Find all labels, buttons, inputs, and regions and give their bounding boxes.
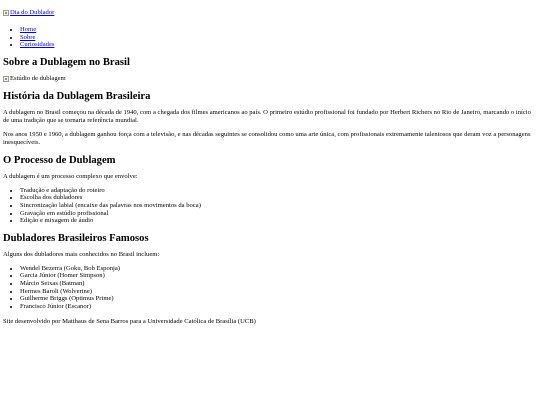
process-section [3,155,537,225]
list-item: • Escolha dos dubladores [20,194,537,202]
list-item: • Sincronização labial (encaixe das palavras nos movimentos da boca) [20,202,537,210]
list-item: • Guilherme Briggs (Optimus Prime) [20,295,537,303]
list-item: • Márcio Seixas (Batman) [20,280,537,288]
footer-text: Site desenvolvido por Matthaus de Sena Barros para a Universidade Católica de Brasília (UCB) [3,318,256,326]
main-content [3,57,537,311]
list-item: • Wendel Bezerra (Goku, Bob Esponja) [20,265,537,273]
logo-link[interactable] [3,9,54,17]
history-section [3,91,537,147]
list-item: • Tradução e adaptação do roteiro [20,187,537,195]
nav-item-curiosidades [20,41,537,49]
nav-link-home[interactable]: Home [20,26,37,33]
site-header [3,3,537,49]
nav-link-sobre[interactable]: Sobre [20,33,36,41]
broken-image-icon [3,10,9,16]
process-list [3,187,537,225]
nav-item-sobre [20,34,537,42]
history-heading: História da Dublagem Brasileira [3,90,151,102]
history-paragraph-2: Nos anos 1950 e 1960, a dublagem ganhou força com a televisão, e nas décadas seguintes se consolidou como uma arte única, com profissionais extremamente talentosos que deram voz a personagens inesquecíveis. [3,130,531,146]
page-title: Sobre a Dublagem no Brasil [3,56,130,68]
hero-image [3,75,537,83]
hero-alt-text: Estúdio de dublagem [10,74,66,82]
nav-link-curiosidades[interactable]: Curiosidades [20,41,55,49]
list-item: • Edição e mixagem de áudio [20,217,537,225]
list-item: • Francisco Júnior (Escanor) [20,303,537,311]
site-footer [3,318,537,326]
list-item: • Gravação em estúdio profissional [20,210,537,218]
history-paragraph-1: A dublagem no Brasil começou na década de 1940, com a chegada dos filmes americanos ao país. O primeiro estúdio profissional foi fundado por Herbert Richers no Rio de Janeiro, marcando o início de uma tradição que se tornaria referência mundial. [3,108,531,124]
list-item: • Hermes Baroli (Wolverine) [20,288,537,296]
process-intro: A dublagem é um processo complexo que envolve: [3,172,138,180]
famous-heading: Dubladores Brasileiros Famosos [3,232,149,244]
broken-image-icon [3,76,9,82]
famous-list [3,265,537,311]
logo-alt-text: Dia do Dublador [10,9,55,16]
famous-section [3,233,537,311]
nav-item-home [20,26,537,34]
famous-intro: Alguns dos dubladores mais conhecidos no Brasil incluem: [3,250,160,258]
main-nav [3,26,537,49]
list-item: • Garcia Júnior (Homer Simpson) [20,272,537,280]
process-heading: O Processo de Dublagem [3,154,116,166]
